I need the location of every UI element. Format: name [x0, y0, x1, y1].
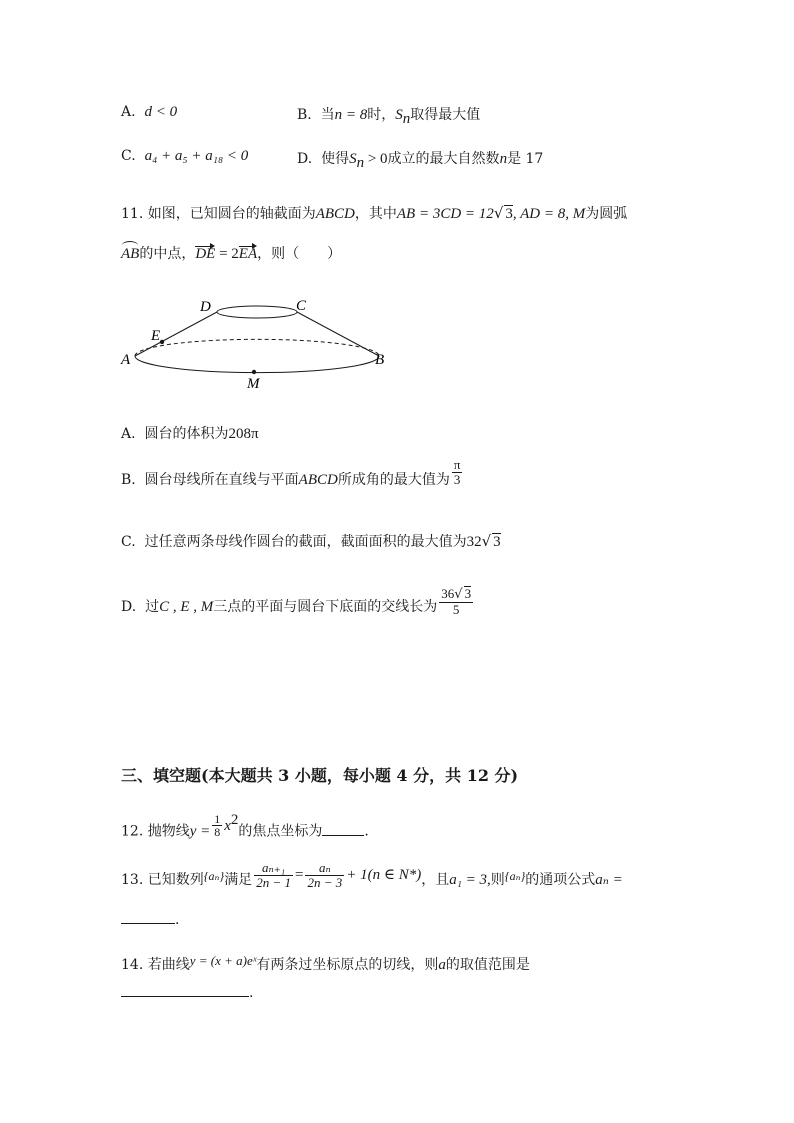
q14-blank-line: . — [121, 985, 253, 1001]
q14: 14. 若曲线y = (x + a)eˣ有两条过坐标原点的切线，则a的取值范围是 — [121, 953, 530, 973]
q11-stem-line2: AB的中点，DE = 2EA，则（ ） — [121, 246, 342, 262]
q11-option-b: B. 圆台母线所在直线与平面ABCD所成角的最大值为 $\frac{\pi}{3}$ — [121, 457, 461, 489]
q13-answer-blank[interactable] — [121, 923, 175, 924]
label-e: E — [151, 328, 161, 344]
section-3-title: 三、填空题(本大题共 3 小题，每小题 4 分，共 12 分) — [121, 766, 519, 785]
fraction-1-over-8: $\frac{1}{8}$ — [214, 811, 221, 840]
q10-option-c: C. a₄ + a₅ + a₁₈ < 0 — [121, 148, 249, 164]
label-c: C — [296, 298, 307, 314]
q10-option-a: A. d < 0 — [121, 104, 178, 120]
q11-option-a: A. 圆台的体积为208π — [121, 426, 259, 442]
q10-option-c-expr: a₄ + a₅ + a₁₈ < 0 — [144, 148, 249, 164]
q10-option-d: D. 使得$S_n > 0$成立的最大自然数n是 17 — [297, 151, 544, 171]
q11-stem-line1: 11. 如图，已知圆台的轴截面为ABCD，其中AB = 3CD = 12√ 3, AD = 8, M为圆弧 — [121, 204, 628, 222]
label-b: B — [375, 352, 385, 368]
fraction-pi-over-3: $\frac{\pi}{3}$ — [453, 457, 461, 487]
q10-option-b: B. 当n = 8时，$S_n$取得最大值 — [297, 107, 481, 127]
vector-de: DE — [195, 246, 216, 262]
label-a: A — [121, 352, 131, 368]
q11-option-c: C. 过任意两条母线作圆台的截面，截面面积的最大值为32√ 3 — [121, 532, 501, 550]
fraction-an-over-2n-3: $\frac{\text{aₙ}}{2n - 3}$ — [307, 860, 343, 890]
q12: 12. 抛物线y = $\frac{1}{8}$ $x^2$的焦点坐标为 . — [121, 811, 369, 840]
q12-answer-blank[interactable] — [322, 835, 364, 836]
q11-option-d: D. 过C , E , M三点的平面与圆台下底面的交线长为 $\frac{36√ 3}{5}$ — [121, 586, 472, 617]
frustum-figure — [115, 290, 395, 400]
q13: 13. 已知数列{aₙ}满足 $\frac{\text{aₙ₊₁}}{2n - 1}$ = $\frac{\text{aₙ}}{2n - 3}$ + 1(n ∈ N*)，且a₁ = 3,则{aₙ}的通项公式aₙ = — [121, 860, 623, 890]
fraction-36sqrt3-over-5: $\frac{36√ 3}{5}$ — [441, 586, 472, 617]
label-m: M — [247, 376, 260, 392]
arc-ab: AB — [121, 246, 140, 262]
q13-blank-line: . — [121, 912, 179, 928]
label-d: D — [200, 299, 211, 315]
q10-option-a-expr: d < 0 — [144, 104, 178, 120]
fraction-an1-over-2n-1: $\frac{\text{aₙ₊₁}}{2n - 1}$ — [256, 860, 291, 890]
vector-ea: EA — [238, 246, 258, 262]
q14-answer-blank[interactable] — [121, 996, 249, 997]
